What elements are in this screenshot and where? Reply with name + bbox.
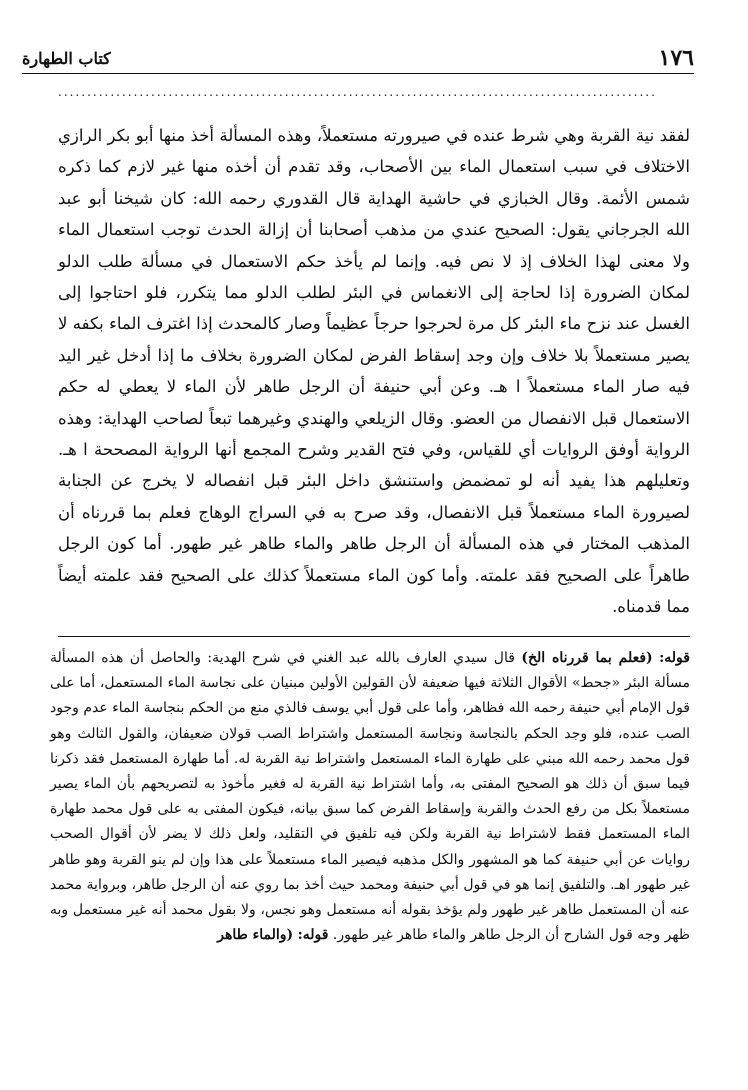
commentary-paragraph [50,646,690,948]
separator-dots: ....................................................................................................... [58,85,657,99]
main-paragraph: لفقد نية القربة وهي شرط عنده في صيرورته مستعملاً، وهذه المسألة أخذ منها أبو بكر الرازي الاختلاف في سبب استعمال الماء بين الأصحاب، وقد تقدم أن أخذه منها غير لازم كما ذكره شمس الأئمة. وقال الخبازي في حاشية الهداية قال القدوري رحمه الله: كان شيخنا أبو عبد الله الجرجاني يقول: الصحيح عندي من مذهب أصحابنا أن إزالة الحدث توجب استعمال الماء ولا معنى لهذا الخلاف إذ لا نص فيه. وإنما لم يأخذ حكم الاستعمال في مسألة طلب الدلو لمكان الضرورة إذا لحاجة إلى الانغماس في البئر لطلب الدلو مما يتكرر، فلو احتاجوا إلى الغسل عند نزح ماء البئر كل مرة لحرجوا حرجاً عظيماً وصار كالمحدث إذا اغترف الماء بكفه لا يصير مستعملاً بلا خلاف وإن وجد إسقاط الفرض لمكان الضرورة بخلاف ما إذا أدخل غير اليد فيه صار الماء مستعملاً ا هـ. وعن أبي حنيفة أن الرجل طاهر لأن الماء لا يعطي له حكم الاستعمال قبل الانفصال من العضو. وقال الزيلعي والهندي وغيرهما تبعاً لصاحب الهداية: وهذه الرواية أوفق الروايات أي للقياس، وفي فتح القدير وشرح المجمع أنها الرواية المصححة ا هـ. وتعليلهم هذا يفيد أنه لو تمضمض واستنشق داخل البئر قبل انفصاله لا يخرج عن الجنابة لصيرورة الماء مستعملاً قبل الانفصال، وقد صرح به في السراج الوهاج فعلم بما قررناه أن المذهب المختار في هذه المسألة أن الرجل طاهر والماء طاهر غير طهور. أما كون الرجل طاهراً على الصحيح فقد علمته. وأما كون الماء مستعملاً كذلك على الصحيح فقد علمته أيضاً مما قدمناه. [58,126,690,617]
commentary-label: قوله: [659,650,690,666]
page-header [22,32,694,72]
next-commentary-quote: (والماء طاهر [217,927,294,944]
commentary [50,646,690,948]
commentary-quote: (فعلم بما قررناه الخ) [521,650,653,666]
footnote-divider [58,636,690,637]
page-number: ١٧٦ [658,45,694,71]
next-commentary-label: قوله: [297,927,329,944]
book-title: كتاب الطهارة [22,49,111,68]
commentary-body: قال سيدي العارف بالله عبد الغني في شرح الهدية: والحاصل أن هذه المسألة مسألة البئر «جحط» الأقوال الثلاثة فيها ضعيفة لأن القولين الأولين مبنيان على نجاسة الماء المستعمل، أما على قول الإمام أبي حنيفة رحمه الله فظاهر، وأما على قول أبي يوسف فالذي منع من الحكم بنجاسة الماء عدم وجود الصب عنده، فلو وجد الحكم بالنجاسة ونجاسة المستعمل واشتراط الصب قولان ضعيفان، والقول الثالث وهو قول محمد رحمه الله مبني على طهارة الماء المستعمل واشتراط نية القربة له. أما طهارة المستعمل فقد ذكرنا فيما سبق أن ذلك هو الصحيح المفتى به، وأما اشتراط نية القربة له فغير مأخوذ به لتصريحهم بأن الماء يصير مستعملاً بكل من رفع الحدث والقربة وإسقاط الفرض كما سبق بيانه، فيكون المفتى به على قول محمد طهارة الماء المستعمل فقط لاشتراط نية القربة ولكن فيه تلفيق في التقليد، ولعل ذلك لا يضر لأن أقوال الصحب روايات عن أبي حنيفة كما هو المشهور والكل مذهبه فيصير الماء مستعملاً على هذا وإن لم ينو القربة وهو طاهر غير طهور اهـ. والتلفيق إنما هو في قول أبي حنيفة ومحمد حيث أخذ بما روي عنه أن الرجل طاهر، وبرواية محمد عنه أن المستعمل طاهر غير طهور ولم يؤخذ بقوله أنه مستعمل وهو نجس، ولا بقول محمد أنه غير مستعمل وبه ظهر وجه قول الشارح أن الرجل طاهر والماء طاهر غير طهور. [50,650,691,944]
main-text [58,120,690,623]
header-rule [22,73,694,74]
